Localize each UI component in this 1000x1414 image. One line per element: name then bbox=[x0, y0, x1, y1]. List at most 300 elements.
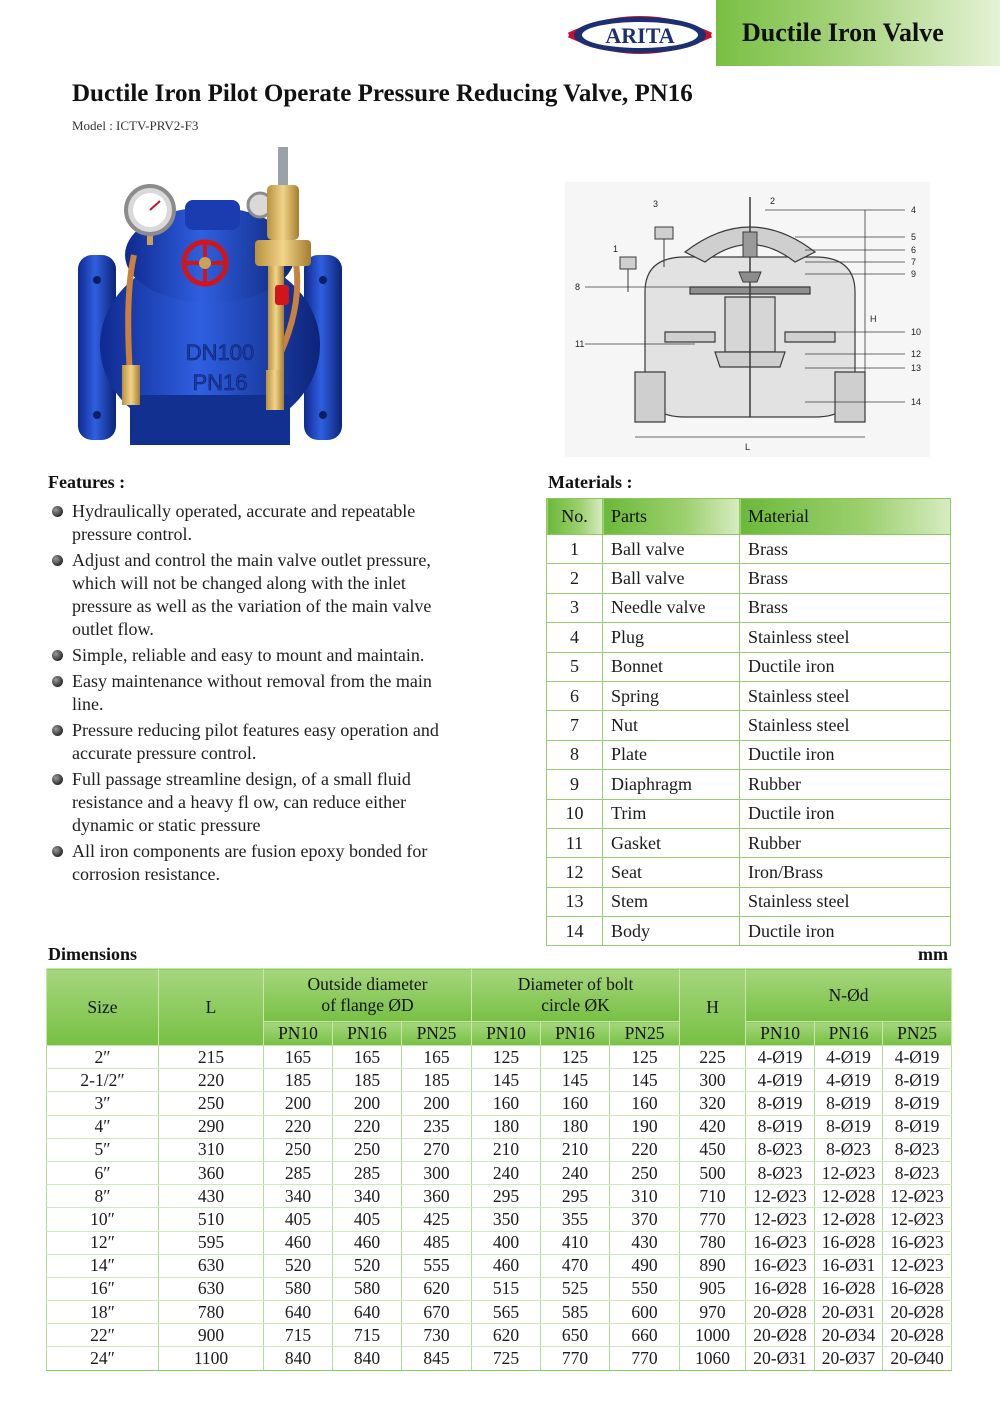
cell-od-pn16: 405 bbox=[333, 1208, 402, 1231]
cell-od-pn10: 840 bbox=[264, 1347, 333, 1370]
cell-od-pn16: 640 bbox=[333, 1301, 402, 1324]
cell-k-pn16: 295 bbox=[541, 1185, 610, 1208]
cell-part: Body bbox=[603, 917, 740, 946]
dimension-label-h: H bbox=[870, 314, 877, 324]
materials-row bbox=[547, 828, 951, 857]
cell-nd-pn10: 8-Ø23 bbox=[746, 1161, 815, 1184]
cell-od-pn16: 340 bbox=[333, 1185, 402, 1208]
bullet-icon bbox=[52, 846, 63, 857]
cell-od-pn16: 840 bbox=[333, 1347, 402, 1370]
cell-part: Plate bbox=[603, 740, 740, 769]
cell-k-pn25: 250 bbox=[610, 1161, 680, 1184]
cell-l: 215 bbox=[159, 1046, 264, 1069]
cell-no: 2 bbox=[547, 564, 603, 593]
cell-nd-pn10: 8-Ø19 bbox=[746, 1115, 815, 1138]
materials-header-row bbox=[547, 499, 951, 535]
subheader-k-pn16: PN16 bbox=[541, 1022, 610, 1046]
bullet-icon bbox=[52, 555, 63, 566]
cell-h: 770 bbox=[680, 1208, 746, 1231]
cell-od-pn25: 165 bbox=[402, 1046, 472, 1069]
materials-row bbox=[547, 858, 951, 887]
cell-l: 595 bbox=[159, 1231, 264, 1254]
cell-h: 225 bbox=[680, 1046, 746, 1069]
cell-h: 300 bbox=[680, 1069, 746, 1092]
subheader-od-pn10: PN10 bbox=[264, 1022, 333, 1046]
column-header-size: Size bbox=[47, 969, 159, 1046]
cell-no: 1 bbox=[547, 535, 603, 564]
dimensions-header-row bbox=[47, 969, 952, 1022]
cell-od-pn10: 165 bbox=[264, 1046, 333, 1069]
cell-nd-pn25: 8-Ø23 bbox=[883, 1138, 952, 1161]
cell-part: Ball valve bbox=[603, 564, 740, 593]
cell-material: Ductile iron bbox=[740, 652, 951, 681]
cell-od-pn16: 715 bbox=[333, 1324, 402, 1347]
cell-part: Spring bbox=[603, 681, 740, 710]
cell-nd-pn25: 20-Ø28 bbox=[883, 1301, 952, 1324]
cell-nd-pn25: 16-Ø23 bbox=[883, 1231, 952, 1254]
cell-no: 11 bbox=[547, 828, 603, 857]
cell-k-pn10: 460 bbox=[472, 1254, 541, 1277]
cell-size: 6″ bbox=[47, 1161, 159, 1184]
cell-nd-pn10: 16-Ø23 bbox=[746, 1231, 815, 1254]
cell-nd-pn10: 4-Ø19 bbox=[746, 1069, 815, 1092]
cell-material: Rubber bbox=[740, 828, 951, 857]
bullet-icon bbox=[52, 774, 63, 785]
cell-part: Bonnet bbox=[603, 652, 740, 681]
feature-item bbox=[50, 840, 445, 886]
cell-k-pn25: 660 bbox=[610, 1324, 680, 1347]
cell-material: Ductile iron bbox=[740, 917, 951, 946]
cell-k-pn25: 220 bbox=[610, 1138, 680, 1161]
cell-l: 630 bbox=[159, 1277, 264, 1300]
cell-od-pn10: 460 bbox=[264, 1231, 333, 1254]
cell-l: 250 bbox=[159, 1092, 264, 1115]
materials-row bbox=[547, 564, 951, 593]
materials-heading: Materials : bbox=[548, 472, 633, 492]
callout-2: 2 bbox=[770, 196, 776, 206]
category-banner: Ductile Iron Valve bbox=[716, 0, 1000, 66]
body-marking-pn: PN16 bbox=[192, 370, 248, 395]
cell-material: Rubber bbox=[740, 770, 951, 799]
cell-no: 10 bbox=[547, 799, 603, 828]
cell-k-pn16: 180 bbox=[541, 1115, 610, 1138]
callout-4: 4 bbox=[911, 205, 917, 215]
callout-5: 5 bbox=[911, 232, 917, 242]
cell-h: 890 bbox=[680, 1254, 746, 1277]
cell-nd-pn16: 16-Ø31 bbox=[815, 1254, 883, 1277]
cell-nd-pn25: 20-Ø40 bbox=[883, 1347, 952, 1370]
cell-nd-pn10: 4-Ø19 bbox=[746, 1046, 815, 1069]
cell-nd-pn25: 12-Ø23 bbox=[883, 1185, 952, 1208]
features-list bbox=[50, 500, 445, 889]
cell-nd-pn16: 12-Ø28 bbox=[815, 1185, 883, 1208]
cell-k-pn10: 210 bbox=[472, 1138, 541, 1161]
feature-text: Adjust and control the main valve outlet pressure, which will not be changed along with the inlet pressure as well as the variation of the main valve outlet flow. bbox=[72, 550, 432, 639]
cell-od-pn10: 580 bbox=[264, 1277, 333, 1300]
materials-table bbox=[546, 498, 951, 946]
cell-od-pn25: 360 bbox=[402, 1185, 472, 1208]
cell-h: 905 bbox=[680, 1277, 746, 1300]
cell-no: 3 bbox=[547, 593, 603, 622]
cell-part: Gasket bbox=[603, 828, 740, 857]
bolt-header-line1: Diameter of bolt bbox=[517, 974, 634, 994]
features-heading: Features : bbox=[48, 472, 126, 492]
cell-k-pn10: 350 bbox=[472, 1208, 541, 1231]
dimensions-row bbox=[47, 1254, 952, 1277]
cell-part: Nut bbox=[603, 711, 740, 740]
cell-k-pn16: 160 bbox=[541, 1092, 610, 1115]
feature-text: Full passage streamline design, of a small fluid resistance and a heavy fl ow, can reduce either dynamic or static pressure bbox=[72, 769, 411, 835]
cell-nd-pn16: 4-Ø19 bbox=[815, 1046, 883, 1069]
cell-size: 4″ bbox=[47, 1115, 159, 1138]
cell-k-pn16: 410 bbox=[541, 1231, 610, 1254]
cell-no: 9 bbox=[547, 770, 603, 799]
cell-k-pn10: 565 bbox=[472, 1301, 541, 1324]
cell-size: 14″ bbox=[47, 1254, 159, 1277]
cell-nd-pn25: 8-Ø23 bbox=[883, 1161, 952, 1184]
materials-row bbox=[547, 799, 951, 828]
cell-od-pn16: 185 bbox=[333, 1069, 402, 1092]
cell-nd-pn16: 20-Ø34 bbox=[815, 1324, 883, 1347]
cell-k-pn16: 470 bbox=[541, 1254, 610, 1277]
cell-k-pn10: 725 bbox=[472, 1347, 541, 1370]
cell-h: 420 bbox=[680, 1115, 746, 1138]
materials-row bbox=[547, 623, 951, 652]
cell-nd-pn10: 20-Ø31 bbox=[746, 1347, 815, 1370]
cell-k-pn25: 770 bbox=[610, 1347, 680, 1370]
cell-material: Brass bbox=[740, 535, 951, 564]
cell-od-pn25: 730 bbox=[402, 1324, 472, 1347]
cell-h: 780 bbox=[680, 1231, 746, 1254]
cell-l: 290 bbox=[159, 1115, 264, 1138]
subheader-nd-pn16: PN16 bbox=[815, 1022, 883, 1046]
cell-part: Needle valve bbox=[603, 593, 740, 622]
cell-nd-pn25: 8-Ø19 bbox=[883, 1069, 952, 1092]
cell-od-pn16: 200 bbox=[333, 1092, 402, 1115]
cell-h: 500 bbox=[680, 1161, 746, 1184]
cell-size: 8″ bbox=[47, 1185, 159, 1208]
cell-od-pn25: 620 bbox=[402, 1277, 472, 1300]
cell-k-pn25: 550 bbox=[610, 1277, 680, 1300]
materials-body bbox=[547, 535, 951, 946]
cell-l: 780 bbox=[159, 1301, 264, 1324]
cell-l: 360 bbox=[159, 1161, 264, 1184]
callout-10: 10 bbox=[911, 327, 922, 337]
cell-no: 12 bbox=[547, 858, 603, 887]
materials-row bbox=[547, 740, 951, 769]
callout-13: 13 bbox=[911, 363, 922, 373]
cell-od-pn10: 200 bbox=[264, 1092, 333, 1115]
cell-material: Iron/Brass bbox=[740, 858, 951, 887]
cell-material: Ductile iron bbox=[740, 799, 951, 828]
cell-nd-pn25: 4-Ø19 bbox=[883, 1046, 952, 1069]
cell-nd-pn10: 8-Ø19 bbox=[746, 1092, 815, 1115]
cell-no: 4 bbox=[547, 623, 603, 652]
subheader-nd-pn10: PN10 bbox=[746, 1022, 815, 1046]
cell-nd-pn16: 8-Ø23 bbox=[815, 1138, 883, 1161]
cell-k-pn10: 180 bbox=[472, 1115, 541, 1138]
cell-h: 450 bbox=[680, 1138, 746, 1161]
cell-nd-pn16: 8-Ø19 bbox=[815, 1115, 883, 1138]
column-header-parts: Parts bbox=[603, 499, 740, 535]
cell-k-pn25: 310 bbox=[610, 1185, 680, 1208]
feature-text: Hydraulically operated, accurate and repeatable pressure control. bbox=[72, 501, 416, 544]
cell-k-pn10: 620 bbox=[472, 1324, 541, 1347]
cell-k-pn10: 145 bbox=[472, 1069, 541, 1092]
cell-od-pn25: 300 bbox=[402, 1161, 472, 1184]
cell-part: Ball valve bbox=[603, 535, 740, 564]
cell-nd-pn10: 20-Ø28 bbox=[746, 1324, 815, 1347]
cell-l: 630 bbox=[159, 1254, 264, 1277]
cell-k-pn25: 125 bbox=[610, 1046, 680, 1069]
cell-k-pn25: 190 bbox=[610, 1115, 680, 1138]
cell-l: 220 bbox=[159, 1069, 264, 1092]
callout-1: 1 bbox=[613, 244, 619, 254]
materials-row bbox=[547, 593, 951, 622]
cell-nd-pn25: 12-Ø23 bbox=[883, 1254, 952, 1277]
feature-item bbox=[50, 768, 445, 837]
cell-no: 14 bbox=[547, 917, 603, 946]
cell-nd-pn10: 20-Ø28 bbox=[746, 1301, 815, 1324]
column-header-bolt-circle bbox=[472, 969, 680, 1022]
cell-part: Plug bbox=[603, 623, 740, 652]
cell-od-pn25: 845 bbox=[402, 1347, 472, 1370]
cell-od-pn25: 270 bbox=[402, 1138, 472, 1161]
cell-h: 970 bbox=[680, 1301, 746, 1324]
cell-nd-pn16: 12-Ø23 bbox=[815, 1161, 883, 1184]
materials-row bbox=[547, 887, 951, 916]
dimensions-row bbox=[47, 1301, 952, 1324]
cell-nd-pn25: 12-Ø23 bbox=[883, 1208, 952, 1231]
callout-14: 14 bbox=[911, 397, 922, 407]
cell-od-pn10: 405 bbox=[264, 1208, 333, 1231]
column-header-no: No. bbox=[547, 499, 603, 535]
cell-od-pn16: 580 bbox=[333, 1277, 402, 1300]
cell-od-pn16: 220 bbox=[333, 1115, 402, 1138]
column-header-outside-diameter bbox=[264, 969, 472, 1022]
cell-part: Seat bbox=[603, 858, 740, 887]
dimensions-row bbox=[47, 1231, 952, 1254]
cell-size: 10″ bbox=[47, 1208, 159, 1231]
cell-k-pn10: 240 bbox=[472, 1161, 541, 1184]
callout-8: 8 bbox=[575, 282, 581, 292]
callout-11: 11 bbox=[575, 339, 585, 349]
feature-item bbox=[50, 644, 445, 667]
cell-material: Stainless steel bbox=[740, 711, 951, 740]
cell-nd-pn16: 16-Ø28 bbox=[815, 1277, 883, 1300]
cell-size: 2-1/2″ bbox=[47, 1069, 159, 1092]
cell-k-pn16: 525 bbox=[541, 1277, 610, 1300]
dimensions-row bbox=[47, 1185, 952, 1208]
materials-row bbox=[547, 681, 951, 710]
dimensions-unit: mm bbox=[918, 944, 948, 964]
dimensions-row bbox=[47, 1092, 952, 1115]
cell-k-pn16: 585 bbox=[541, 1301, 610, 1324]
dimensions-row bbox=[47, 1046, 952, 1069]
cell-nd-pn16: 4-Ø19 bbox=[815, 1069, 883, 1092]
cell-l: 430 bbox=[159, 1185, 264, 1208]
bullet-icon bbox=[52, 725, 63, 736]
callout-3: 3 bbox=[653, 199, 659, 209]
cell-nd-pn10: 16-Ø23 bbox=[746, 1254, 815, 1277]
cell-k-pn16: 145 bbox=[541, 1069, 610, 1092]
cell-nd-pn16: 8-Ø19 bbox=[815, 1092, 883, 1115]
cell-size: 18″ bbox=[47, 1301, 159, 1324]
dimensions-row bbox=[47, 1069, 952, 1092]
cell-nd-pn25: 16-Ø28 bbox=[883, 1277, 952, 1300]
column-header-h: H bbox=[680, 969, 746, 1046]
cell-k-pn10: 160 bbox=[472, 1092, 541, 1115]
bullet-icon bbox=[52, 506, 63, 517]
feature-text: All iron components are fusion epoxy bonded for corrosion resistance. bbox=[72, 841, 428, 884]
cell-nd-pn10: 16-Ø28 bbox=[746, 1277, 815, 1300]
cell-od-pn10: 285 bbox=[264, 1161, 333, 1184]
cell-od-pn25: 670 bbox=[402, 1301, 472, 1324]
cell-no: 6 bbox=[547, 681, 603, 710]
cell-k-pn10: 125 bbox=[472, 1046, 541, 1069]
cell-nd-pn10: 12-Ø23 bbox=[746, 1208, 815, 1231]
cell-material: Stainless steel bbox=[740, 623, 951, 652]
cell-material: Stainless steel bbox=[740, 887, 951, 916]
cell-k-pn10: 515 bbox=[472, 1277, 541, 1300]
dimension-label-l: L bbox=[745, 442, 751, 452]
product-photo bbox=[70, 145, 360, 455]
bullet-icon bbox=[52, 676, 63, 687]
column-header-material: Material bbox=[740, 499, 951, 535]
cell-od-pn16: 165 bbox=[333, 1046, 402, 1069]
dimensions-row bbox=[47, 1324, 952, 1347]
cell-k-pn25: 370 bbox=[610, 1208, 680, 1231]
column-header-l: L bbox=[159, 969, 264, 1046]
cell-od-pn10: 185 bbox=[264, 1069, 333, 1092]
cell-k-pn25: 145 bbox=[610, 1069, 680, 1092]
cell-part: Trim bbox=[603, 799, 740, 828]
cell-od-pn10: 520 bbox=[264, 1254, 333, 1277]
cell-nd-pn16: 20-Ø37 bbox=[815, 1347, 883, 1370]
callout-6: 6 bbox=[911, 245, 917, 255]
cell-nd-pn10: 8-Ø23 bbox=[746, 1138, 815, 1161]
cell-nd-pn25: 20-Ø28 bbox=[883, 1324, 952, 1347]
materials-row bbox=[547, 770, 951, 799]
cross-section-diagram bbox=[565, 182, 930, 457]
dimensions-body bbox=[47, 1046, 952, 1371]
cell-k-pn25: 600 bbox=[610, 1301, 680, 1324]
cell-od-pn16: 520 bbox=[333, 1254, 402, 1277]
od-header-line1: Outside diameter bbox=[307, 974, 428, 994]
feature-item bbox=[50, 549, 445, 641]
page-title: Ductile Iron Pilot Operate Pressure Reducing Valve, PN16 bbox=[72, 80, 693, 107]
cell-k-pn25: 160 bbox=[610, 1092, 680, 1115]
cell-nd-pn10: 12-Ø23 bbox=[746, 1185, 815, 1208]
cell-l: 510 bbox=[159, 1208, 264, 1231]
body-marking-dn: DN100 bbox=[185, 340, 255, 365]
materials-row bbox=[547, 711, 951, 740]
cell-material: Ductile iron bbox=[740, 740, 951, 769]
subheader-nd-pn25: PN25 bbox=[883, 1022, 952, 1046]
cell-material: Brass bbox=[740, 593, 951, 622]
cell-no: 13 bbox=[547, 887, 603, 916]
dimensions-row bbox=[47, 1277, 952, 1300]
cell-nd-pn16: 12-Ø28 bbox=[815, 1208, 883, 1231]
cell-size: 12″ bbox=[47, 1231, 159, 1254]
cell-h: 1000 bbox=[680, 1324, 746, 1347]
subheader-k-pn10: PN10 bbox=[472, 1022, 541, 1046]
cell-od-pn25: 485 bbox=[402, 1231, 472, 1254]
dimensions-heading: Dimensions bbox=[48, 944, 138, 964]
cell-size: 3″ bbox=[47, 1092, 159, 1115]
cell-k-pn16: 770 bbox=[541, 1347, 610, 1370]
cell-part: Stem bbox=[603, 887, 740, 916]
materials-row bbox=[547, 652, 951, 681]
cell-h: 1060 bbox=[680, 1347, 746, 1370]
bullet-icon bbox=[52, 650, 63, 661]
arita-logo bbox=[565, 6, 715, 64]
cell-k-pn10: 400 bbox=[472, 1231, 541, 1254]
materials-row bbox=[547, 535, 951, 564]
cell-k-pn16: 240 bbox=[541, 1161, 610, 1184]
cell-od-pn10: 640 bbox=[264, 1301, 333, 1324]
cell-od-pn10: 250 bbox=[264, 1138, 333, 1161]
cell-k-pn16: 650 bbox=[541, 1324, 610, 1347]
feature-item bbox=[50, 670, 445, 716]
feature-text: Pressure reducing pilot features easy operation and accurate pressure control. bbox=[72, 720, 439, 763]
materials-row bbox=[547, 917, 951, 946]
column-header-nd: N-Ød bbox=[746, 969, 952, 1022]
cell-l: 900 bbox=[159, 1324, 264, 1347]
cell-l: 1100 bbox=[159, 1347, 264, 1370]
cell-k-pn25: 490 bbox=[610, 1254, 680, 1277]
cell-od-pn16: 460 bbox=[333, 1231, 402, 1254]
feature-text: Easy maintenance without removal from the main line. bbox=[72, 671, 432, 714]
cell-od-pn10: 220 bbox=[264, 1115, 333, 1138]
subheader-od-pn16: PN16 bbox=[333, 1022, 402, 1046]
dimensions-row bbox=[47, 1347, 952, 1370]
dimensions-table bbox=[46, 968, 952, 1371]
cell-no: 8 bbox=[547, 740, 603, 769]
od-header-line2: of flange ØD bbox=[321, 995, 414, 1015]
cell-h: 710 bbox=[680, 1185, 746, 1208]
cell-nd-pn16: 16-Ø28 bbox=[815, 1231, 883, 1254]
cell-k-pn16: 210 bbox=[541, 1138, 610, 1161]
cell-size: 22″ bbox=[47, 1324, 159, 1347]
cell-od-pn25: 185 bbox=[402, 1069, 472, 1092]
cell-od-pn10: 715 bbox=[264, 1324, 333, 1347]
cell-part: Diaphragm bbox=[603, 770, 740, 799]
cell-nd-pn25: 8-Ø19 bbox=[883, 1115, 952, 1138]
dimensions-row bbox=[47, 1208, 952, 1231]
cell-od-pn25: 425 bbox=[402, 1208, 472, 1231]
cell-no: 5 bbox=[547, 652, 603, 681]
dimensions-row bbox=[47, 1115, 952, 1138]
cell-od-pn25: 235 bbox=[402, 1115, 472, 1138]
feature-text: Simple, reliable and easy to mount and maintain. bbox=[72, 645, 425, 665]
callout-9: 9 bbox=[911, 269, 917, 279]
cell-od-pn10: 340 bbox=[264, 1185, 333, 1208]
cell-l: 310 bbox=[159, 1138, 264, 1161]
cell-h: 320 bbox=[680, 1092, 746, 1115]
cell-size: 16″ bbox=[47, 1277, 159, 1300]
cell-nd-pn25: 8-Ø19 bbox=[883, 1092, 952, 1115]
dimensions-row bbox=[47, 1161, 952, 1184]
subheader-k-pn25: PN25 bbox=[610, 1022, 680, 1046]
cell-od-pn25: 555 bbox=[402, 1254, 472, 1277]
cell-od-pn16: 250 bbox=[333, 1138, 402, 1161]
cell-nd-pn16: 20-Ø31 bbox=[815, 1301, 883, 1324]
model-number: Model : ICTV-PRV2-F3 bbox=[72, 118, 199, 133]
cell-size: 24″ bbox=[47, 1347, 159, 1370]
subheader-od-pn25: PN25 bbox=[402, 1022, 472, 1046]
feature-item bbox=[50, 500, 445, 546]
